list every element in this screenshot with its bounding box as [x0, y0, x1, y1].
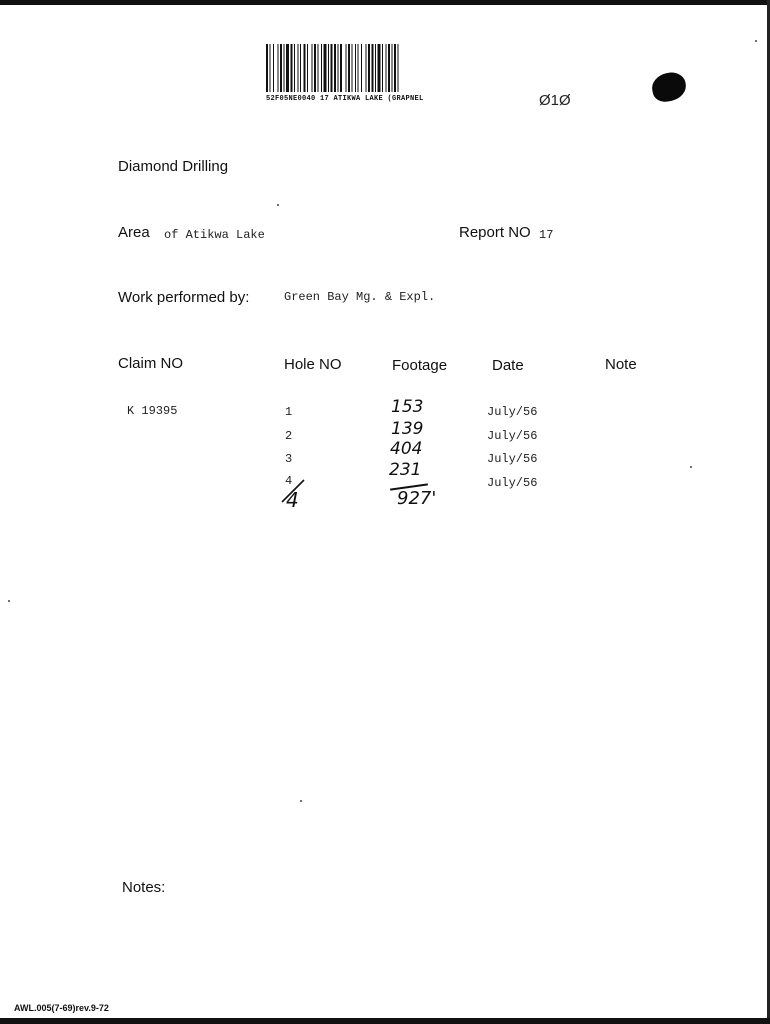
scan-speck [277, 204, 279, 206]
barcode-bar [321, 44, 322, 92]
drill-date: July/56 [487, 476, 538, 490]
column-header-date: Date [492, 357, 524, 374]
footage-value: 153 [391, 397, 424, 417]
barcode-bar [352, 44, 353, 92]
footage-value: 139 [391, 419, 424, 439]
barcode-bar [300, 44, 301, 92]
barcode-bar [372, 44, 374, 92]
barcode-bar [382, 44, 383, 92]
drill-date: July/56 [487, 429, 538, 443]
scan-speck [300, 800, 302, 802]
column-header-hole: Hole NO [284, 356, 342, 373]
scan-border-bottom [0, 1018, 770, 1024]
barcode-bar [280, 44, 282, 92]
hole-number: 4 [285, 474, 293, 488]
barcode-bar [361, 44, 362, 92]
barcode-bar [273, 44, 274, 92]
scan-speck [755, 40, 757, 42]
barcode-bar [284, 44, 285, 92]
scan-speck [690, 466, 692, 468]
barcode-bar [291, 44, 293, 92]
barcode-caption: 52F05NE0040 17 ATIKWA LAKE (GRAPNEL [266, 95, 424, 103]
barcode-bar [340, 44, 342, 92]
barcode-bar [294, 44, 295, 92]
barcode-bar [286, 44, 289, 92]
barcode-bar [334, 44, 336, 92]
barcode-bar [392, 44, 393, 92]
area-label: Area [118, 224, 150, 241]
barcode-bar [328, 44, 329, 92]
drill-date: July/56 [487, 452, 538, 466]
barcode-bar [307, 44, 308, 92]
barcode-bar [355, 44, 356, 92]
barcode-bar [304, 44, 306, 92]
work-performed-value: Green Bay Mg. & Expl. [284, 290, 436, 304]
footage-value: 231 [389, 460, 422, 480]
notes-label: Notes: [122, 879, 166, 896]
hole-number: 3 [285, 452, 293, 466]
work-performed-label: Work performed by: [118, 289, 250, 306]
hole-number: 2 [285, 429, 293, 443]
footage-value: 404 [390, 439, 423, 459]
hole-count-total: 4 [286, 488, 299, 512]
barcode-bar [386, 44, 387, 92]
column-header-note: Note [605, 356, 637, 373]
barcode-bar [378, 44, 381, 92]
barcode-bar [348, 44, 350, 92]
barcode-bar [331, 44, 333, 92]
barcode-bar [358, 44, 359, 92]
page-title: Diamond Drilling [118, 158, 229, 175]
hole-number: 1 [285, 405, 293, 419]
barcode-bar [312, 44, 313, 92]
drill-date: July/56 [487, 405, 538, 419]
area-value: of Atikwa Lake [164, 228, 265, 242]
report-number: 17 [539, 228, 554, 242]
barcode-bar [338, 44, 339, 92]
barcode-bar [368, 44, 370, 92]
barcode-bar [314, 44, 316, 92]
barcode-bar [394, 44, 396, 92]
report-label: Report NO [459, 224, 531, 241]
barcode-bar [366, 44, 367, 92]
form-code: AWL.005(7-69)rev.9-72 [14, 1003, 109, 1013]
scan-border-top [0, 0, 770, 5]
footage-total: 927' [397, 488, 437, 509]
barcode-bar [346, 44, 347, 92]
file-code: Ø1Ø [539, 92, 571, 109]
barcode-bar [270, 44, 271, 92]
barcode-bar [375, 44, 376, 92]
barcode-bar [318, 44, 319, 92]
ink-blot [649, 70, 688, 104]
barcode [266, 44, 484, 92]
column-header-claim: Claim NO [118, 355, 184, 372]
column-header-footage: Footage [392, 357, 448, 374]
claim-number: K 19395 [127, 404, 178, 418]
barcode-bar [266, 44, 268, 92]
barcode-bar [388, 44, 390, 92]
barcode-bar [278, 44, 279, 92]
barcode-bar [298, 44, 299, 92]
scan-speck [8, 600, 10, 602]
barcode-bar [398, 44, 399, 92]
barcode-bar [324, 44, 327, 92]
